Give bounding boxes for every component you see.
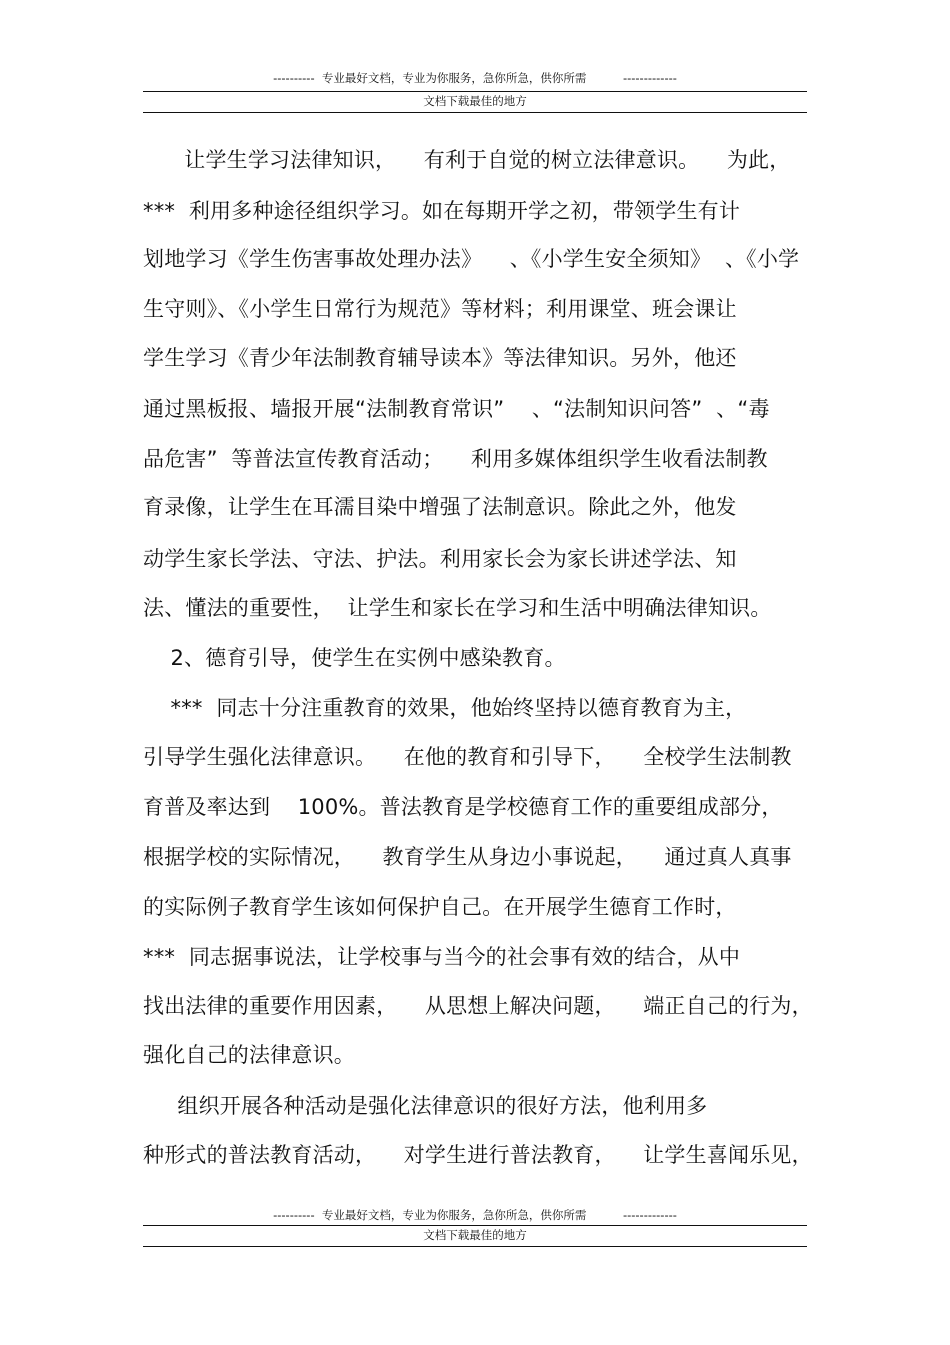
header-rule-bottom <box>143 112 807 113</box>
body-line: 强化自己的法律意识。 <box>143 1043 355 1067</box>
body-line: 的实际例子教育学生该如何保护自己。在开展学生德育工作时， <box>143 895 737 919</box>
body-line: 组织开展各种活动是强化法律意识的很好方法，他利用多 <box>143 1094 708 1118</box>
body-line: *** 利用多种途径组织学习。如在每期开学之初，带领学生有计 <box>143 199 741 223</box>
body-line: 找出法律的重要作用因素， 从思想上解决问题， 端正自己的行为， <box>143 994 813 1018</box>
body-line: *** 同志十分注重教育的效果，他始终坚持以德育教育为主， <box>143 696 747 720</box>
header-rule <box>143 91 807 92</box>
body-line: 生守则》、《小学生日常行为规范》等材料；利用课堂、班会课让 <box>143 297 737 321</box>
header-subtitle: 文档下载最佳的地方 <box>423 94 527 108</box>
footer-subtitle: 文档下载最佳的地方 <box>423 1228 527 1242</box>
body-line: 引导学生强化法律意识。 在他的教育和引导下， 全校学生法制教 <box>143 745 792 769</box>
body-line: 动学生家长学法、守法、护法。利用家长会为家长讲述学法、知 <box>143 547 737 571</box>
header-tagline: ---------- 专业最好文档，专业为你服务，急你所急，供你所需 ------------- <box>273 71 677 85</box>
footer-rule-bottom <box>143 1246 807 1247</box>
footer-tagline: ---------- 专业最好文档，专业为你服务，急你所急，供你所需 ------------- <box>273 1208 677 1222</box>
section-heading: 2、德育引导，使学生在实例中感染教育。 <box>143 646 566 670</box>
body-line: 学生学习《青少年法制教育辅导读本》等法律知识。另外，他还 <box>143 346 737 370</box>
body-line: 划地学习《学生伤害事故处理办法》 、《小学生安全须知》 、《小学 <box>143 247 800 271</box>
body-line: 种形式的普法教育活动， 对学生进行普法教育， 让学生喜闻乐见， <box>143 1143 813 1167</box>
body-line: 品危害” 等普法宣传教育活动； 利用多媒体组织学生收看法制教 <box>143 447 768 471</box>
body-line: *** 同志据事说法，让学校事与当今的社会事有效的结合，从中 <box>143 945 741 969</box>
body-line: 法、懂法的重要性， 让学生和家长在学习和生活中明确法律知识。 <box>143 596 772 620</box>
body-line: 让学生学习法律知识， 有利于自觉的树立法律意识。 为此， <box>143 148 791 172</box>
body-line: 通过黑板报、墙报开展“法制教育常识” 、“法制知识问答” 、“毒 <box>143 397 770 421</box>
body-line: 育录像，让学生在耳濡目染中增强了法制意识。除此之外，他发 <box>143 495 737 519</box>
body-line: 育普及率达到 100%。普法教育是学校德育工作的重要组成部分， <box>143 795 783 819</box>
footer-rule <box>143 1225 807 1226</box>
body-line: 根据学校的实际情况， 教育学生从身边小事说起， 通过真人真事 <box>143 845 792 869</box>
